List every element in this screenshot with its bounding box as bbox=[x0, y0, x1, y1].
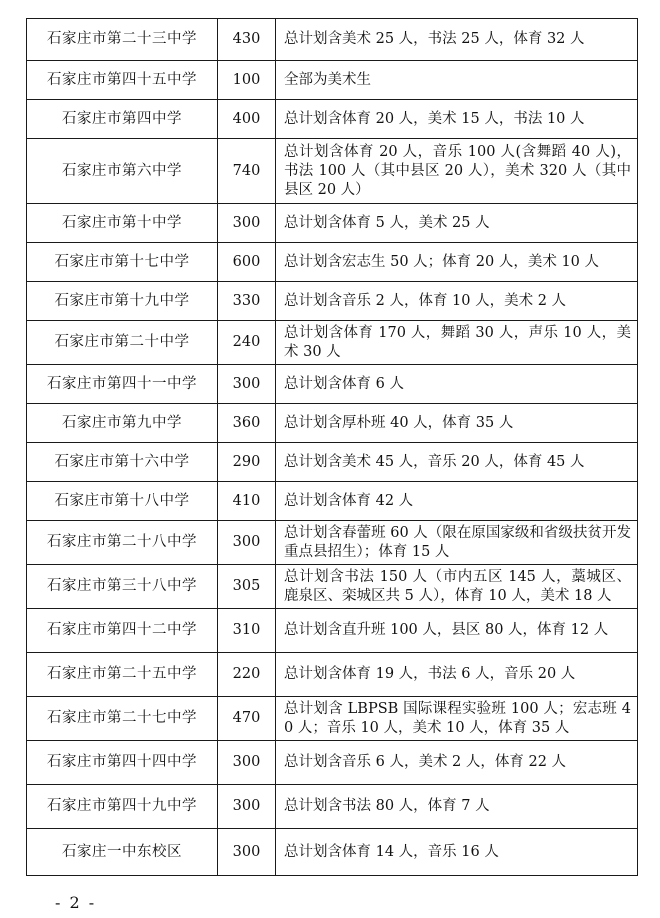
table-row bbox=[27, 282, 638, 321]
plan-count-cell: 410 bbox=[218, 482, 276, 521]
school-name-cell: 石家庄市第三十八中学 bbox=[27, 565, 218, 609]
table-row bbox=[27, 204, 638, 243]
school-name-cell: 石家庄市第四十九中学 bbox=[27, 785, 218, 829]
school-name-cell: 石家庄市第九中学 bbox=[27, 404, 218, 443]
plan-count-cell: 300 bbox=[218, 365, 276, 404]
table-row bbox=[27, 741, 638, 785]
remarks-cell: 总计划含体育 19 人，书法 6 人，音乐 20 人 bbox=[276, 653, 638, 697]
table-row bbox=[27, 565, 638, 609]
school-name-cell: 石家庄市第四十一中学 bbox=[27, 365, 218, 404]
remarks-cell: 总计划含体育 14 人，音乐 16 人 bbox=[276, 829, 638, 876]
table-row bbox=[27, 609, 638, 653]
plan-count-cell: 240 bbox=[218, 321, 276, 365]
plan-count-cell: 430 bbox=[218, 19, 276, 61]
remarks-cell: 总计划含体育 5 人，美术 25 人 bbox=[276, 204, 638, 243]
table-row bbox=[27, 697, 638, 741]
school-name-cell: 石家庄市第二十中学 bbox=[27, 321, 218, 365]
school-name-cell: 石家庄市第十六中学 bbox=[27, 443, 218, 482]
table-row bbox=[27, 139, 638, 204]
remarks-cell: 总计划含美术 25 人，书法 25 人，体育 32 人 bbox=[276, 19, 638, 61]
plan-count-cell: 300 bbox=[218, 521, 276, 565]
table-row bbox=[27, 653, 638, 697]
remarks-cell: 总计划含体育 20 人，音乐 100 人(含舞蹈 40 人)，书法 100 人（其中县区 20 人），美术 320 人（其中县区 20 人） bbox=[276, 139, 638, 204]
school-name-cell: 石家庄市第二十五中学 bbox=[27, 653, 218, 697]
table-row bbox=[27, 61, 638, 100]
plan-count-cell: 600 bbox=[218, 243, 276, 282]
plan-count-cell: 300 bbox=[218, 785, 276, 829]
remarks-cell: 总计划含春蕾班 60 人（限在原国家级和省级扶贫开发重点县招生）；体育 15 人 bbox=[276, 521, 638, 565]
table-row bbox=[27, 482, 638, 521]
table-row bbox=[27, 521, 638, 565]
school-name-cell: 石家庄市第二十七中学 bbox=[27, 697, 218, 741]
plan-count-cell: 300 bbox=[218, 741, 276, 785]
school-name-cell: 石家庄市第十七中学 bbox=[27, 243, 218, 282]
table-row bbox=[27, 829, 638, 876]
table-row bbox=[27, 404, 638, 443]
table-row bbox=[27, 19, 638, 61]
plan-count-cell: 300 bbox=[218, 204, 276, 243]
school-name-cell: 石家庄一中东校区 bbox=[27, 829, 218, 876]
table-row bbox=[27, 785, 638, 829]
plan-count-cell: 305 bbox=[218, 565, 276, 609]
remarks-cell: 总计划含 LBPSB 国际课程实验班 100 人；宏志班 40 人；音乐 10 人，美术 10 人，体育 35 人 bbox=[276, 697, 638, 741]
school-name-cell: 石家庄市第十八中学 bbox=[27, 482, 218, 521]
plan-count-cell: 100 bbox=[218, 61, 276, 100]
remarks-cell: 总计划含体育 42 人 bbox=[276, 482, 638, 521]
enrollment-plan-table bbox=[26, 18, 638, 876]
plan-count-cell: 470 bbox=[218, 697, 276, 741]
school-name-cell: 石家庄市第十九中学 bbox=[27, 282, 218, 321]
table-row bbox=[27, 243, 638, 282]
plan-count-cell: 740 bbox=[218, 139, 276, 204]
remarks-cell: 总计划含美术 45 人，音乐 20 人，体育 45 人 bbox=[276, 443, 638, 482]
plan-count-cell: 310 bbox=[218, 609, 276, 653]
school-name-cell: 石家庄市第四十二中学 bbox=[27, 609, 218, 653]
plan-count-cell: 220 bbox=[218, 653, 276, 697]
table-row bbox=[27, 365, 638, 404]
remarks-cell: 总计划含直升班 100 人，县区 80 人，体育 12 人 bbox=[276, 609, 638, 653]
school-name-cell: 石家庄市第四十四中学 bbox=[27, 741, 218, 785]
remarks-cell: 总计划含宏志生 50 人；体育 20 人，美术 10 人 bbox=[276, 243, 638, 282]
remarks-cell: 总计划含书法 80 人，体育 7 人 bbox=[276, 785, 638, 829]
remarks-cell: 总计划含体育 170 人，舞蹈 30 人，声乐 10 人，美术 30 人 bbox=[276, 321, 638, 365]
remarks-cell: 总计划含厚朴班 40 人，体育 35 人 bbox=[276, 404, 638, 443]
remarks-cell: 全部为美术生 bbox=[276, 61, 638, 100]
school-name-cell: 石家庄市第四中学 bbox=[27, 100, 218, 139]
school-name-cell: 石家庄市第十中学 bbox=[27, 204, 218, 243]
school-name-cell: 石家庄市第二十三中学 bbox=[27, 19, 218, 61]
table-row bbox=[27, 321, 638, 365]
school-name-cell: 石家庄市第四十五中学 bbox=[27, 61, 218, 100]
school-name-cell: 石家庄市第二十八中学 bbox=[27, 521, 218, 565]
remarks-cell: 总计划含体育 6 人 bbox=[276, 365, 638, 404]
plan-count-cell: 330 bbox=[218, 282, 276, 321]
table-row bbox=[27, 100, 638, 139]
page-number: - 2 - bbox=[55, 893, 97, 912]
table-row bbox=[27, 443, 638, 482]
plan-count-cell: 300 bbox=[218, 829, 276, 876]
remarks-cell: 总计划含音乐 2 人，体育 10 人，美术 2 人 bbox=[276, 282, 638, 321]
plan-count-cell: 360 bbox=[218, 404, 276, 443]
remarks-cell: 总计划含音乐 6 人，美术 2 人，体育 22 人 bbox=[276, 741, 638, 785]
remarks-cell: 总计划含体育 20 人，美术 15 人，书法 10 人 bbox=[276, 100, 638, 139]
school-name-cell: 石家庄市第六中学 bbox=[27, 139, 218, 204]
plan-count-cell: 290 bbox=[218, 443, 276, 482]
plan-count-cell: 400 bbox=[218, 100, 276, 139]
remarks-cell: 总计划含书法 150 人（市内五区 145 人，藁城区、鹿泉区、栾城区共 5 人），体育 10 人，美术 18 人 bbox=[276, 565, 638, 609]
